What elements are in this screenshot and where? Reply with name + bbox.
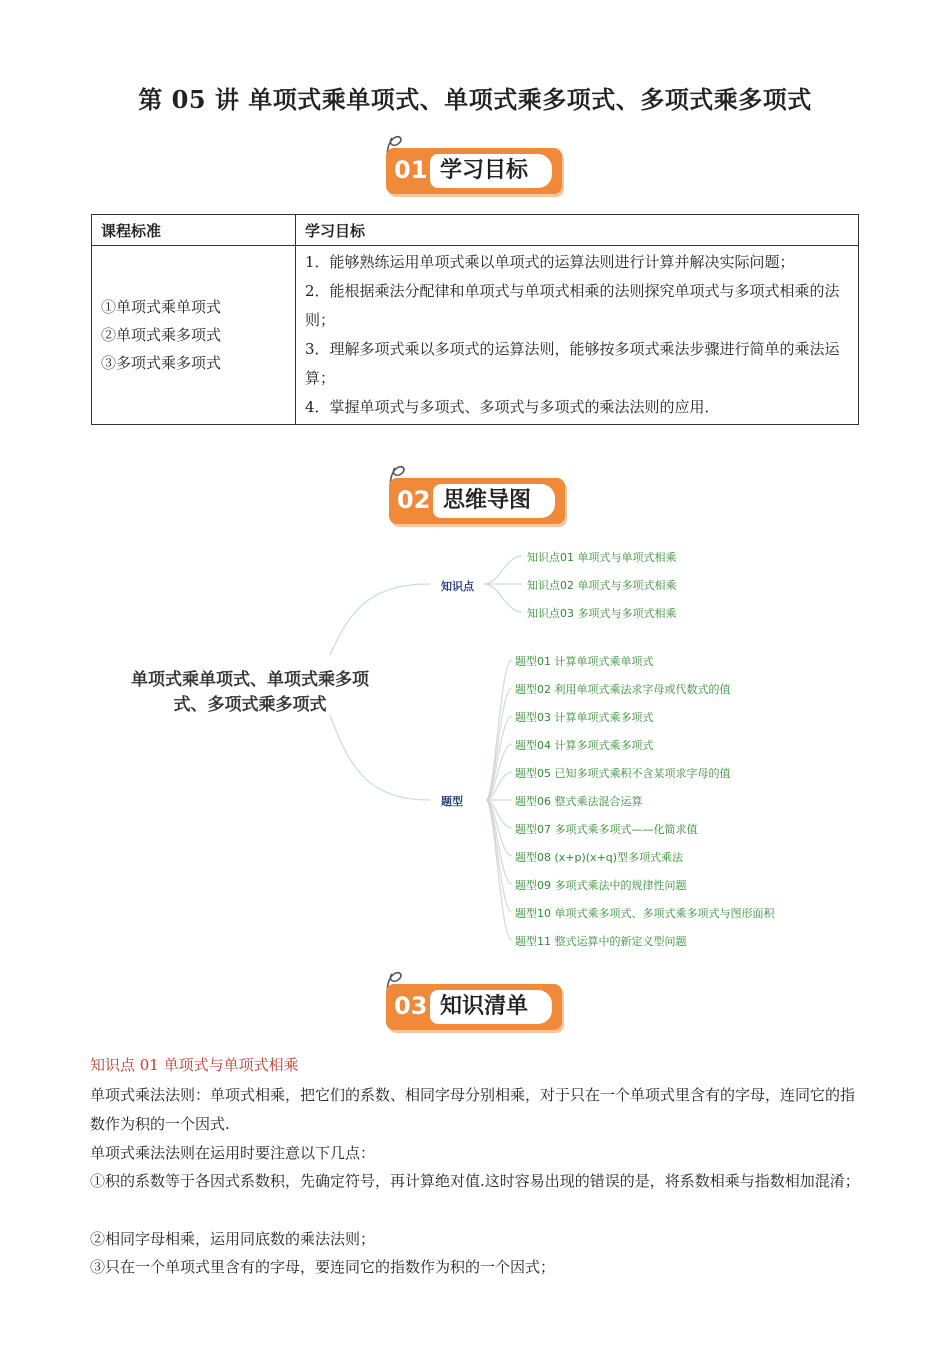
section-number: 03 <box>394 992 428 1020</box>
mindmap-type-item: 题型02 利用单项式乘法求字母或代数式的值 <box>515 683 731 696</box>
mindmap-type-item: 题型09 多项式乘法中的规律性问题 <box>515 879 687 892</box>
knowledge-paragraph: ③只在一个单项式里含有的字母，要连同它的指数作为积的一个因式； <box>90 1258 556 1276</box>
mindmap-type-item: 题型03 计算单项式乘多项式 <box>515 711 654 724</box>
section-tag-mind-map <box>385 464 575 534</box>
section-number: 01 <box>394 156 428 184</box>
section-label: 学习目标 <box>430 154 552 188</box>
knowledge-paragraph: 单项式乘法法则在运用时要注意以下几点： <box>90 1144 376 1162</box>
mindmap-type-item: 题型10 单项式乘多项式、多项式乘多项式与图形面积 <box>515 907 775 920</box>
mindmap-type-item: 题型04 计算多项式乘多项式 <box>515 739 654 752</box>
mindmap-type-item: 题型08 (x+p)(x+q)型多项式乘法 <box>515 851 684 864</box>
goals-table <box>91 214 859 425</box>
section-label: 思维导图 <box>433 484 555 518</box>
objective-item: 4．掌握单项式与多项式、多项式与多项式的乘法法则的应用． <box>305 398 720 416</box>
mindmap-type-item: 题型06 整式乘法混合运算 <box>515 795 643 808</box>
knowledge-paragraph: ①积的系数等于各因式系数积，先确定符号，再计算绝对值.这时容易出现的错误的是，将系数相乘与指数相加混淆； <box>90 1172 860 1190</box>
knowledge-paragraph: ②相同字母相乘，运用同底数的乘法法则； <box>90 1230 376 1248</box>
objectives-cell <box>296 246 859 425</box>
objective-item: 2．能根据乘法分配律和单项式与单项式相乘的法则探究单项式与多项式相乘的法则； <box>305 282 840 329</box>
mindmap-type-item: 题型01 计算单项式乘单项式 <box>515 655 654 668</box>
mindmap-knowledge-item: 知识点02 单项式与多项式相乘 <box>527 579 677 592</box>
mindmap-type-item: 题型11 整式运算中的新定义型问题 <box>515 935 687 948</box>
objective-item: 1．能够熟练运用单项式乘以单项式的运算法则进行计算并解决实际问题； <box>305 253 795 271</box>
section-tag-learning-goals <box>382 134 572 204</box>
mindmap-root: 单项式乘单项式、单项式乘多项 式、多项式乘多项式 <box>131 670 369 715</box>
standards-cell <box>92 246 296 425</box>
section-tag-knowledge-list <box>382 970 572 1040</box>
standard-item: ③多项式乘多项式 <box>101 354 222 372</box>
mindmap-knowledge-item: 知识点03 多项式与多项式相乘 <box>527 607 677 620</box>
knowledge-paragraph: 单项式乘法法则：单项式相乘，把它们的系数、相同字母分别相乘，对于只在一个单项式里含有的字母，连同它的指数作为积的一个因式. <box>90 1086 856 1133</box>
mindmap-knowledge-item: 知识点01 单项式与单项式相乘 <box>527 551 677 564</box>
standard-item: ②单项式乘多项式 <box>101 326 222 344</box>
mindmap-connectors <box>0 540 950 960</box>
section-number: 02 <box>397 486 431 514</box>
page-title: 第 05 讲 单项式乘单项式、单项式乘多项式、多项式乘多项式 <box>138 85 812 114</box>
mindmap-branch-types: 题型 <box>441 795 463 808</box>
knowledge-point-heading: 知识点 01 单项式与单项式相乘 <box>90 1056 299 1074</box>
mindmap-branch-knowledge: 知识点 <box>441 580 474 593</box>
mindmap-type-item: 题型05 已知多项式乘积不含某项求字母的值 <box>515 767 731 780</box>
table-header: 课程标准 <box>92 215 296 246</box>
objective-item: 3．理解多项式乘以多项式的运算法则，能够按多项式乘法步骤进行简单的乘法运算； <box>305 340 840 387</box>
table-header: 学习目标 <box>296 215 859 246</box>
standard-item: ①单项式乘单项式 <box>101 298 222 316</box>
mindmap-type-item: 题型07 多项式乘多项式——化简求值 <box>515 823 698 836</box>
section-label: 知识清单 <box>430 990 552 1024</box>
